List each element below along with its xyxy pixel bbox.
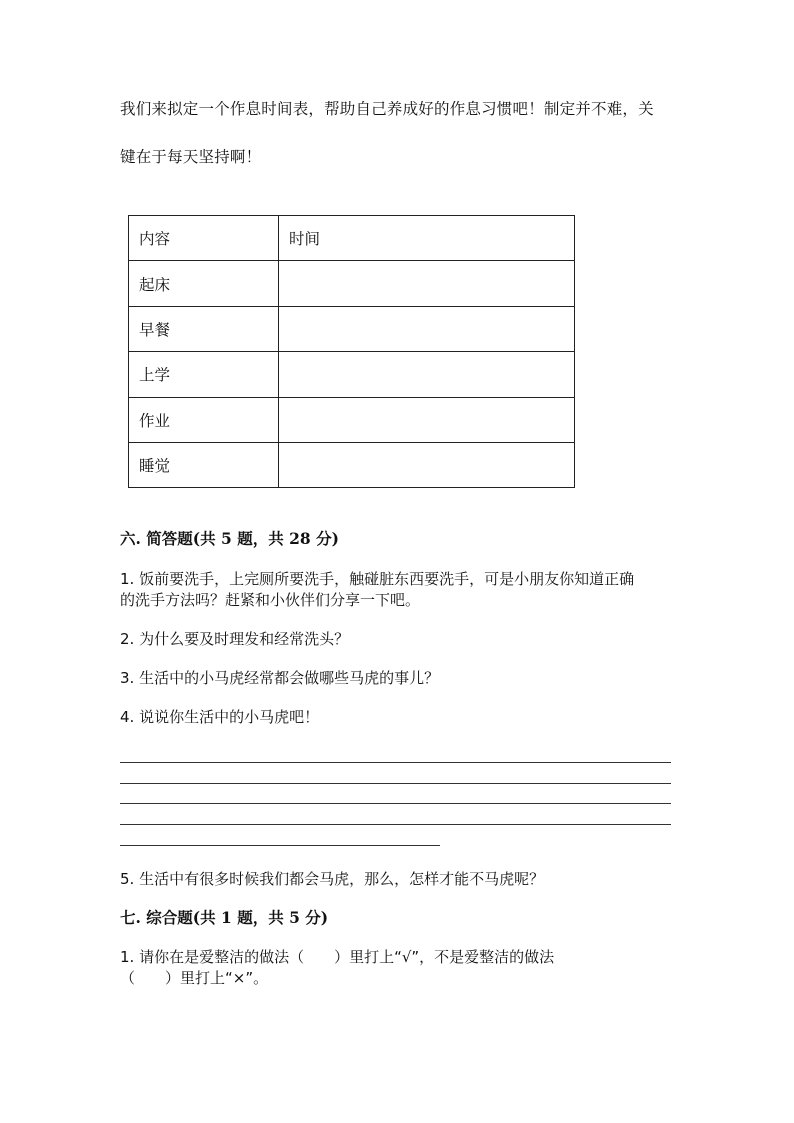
answer-line[interactable] <box>120 762 671 763</box>
schedule-table <box>128 215 575 488</box>
comprehensive-question-1-line-2: （ ）里打上“×”。 <box>120 969 269 987</box>
row-time-cell[interactable] <box>279 306 575 351</box>
answer-line[interactable] <box>120 824 671 825</box>
section-7-heading: 七. 综合题(共 1 题，共 5 分) <box>120 908 329 927</box>
row-item-label: 睡觉 <box>129 442 279 487</box>
section-6-heading: 六. 简答题(共 5 题，共 28 分) <box>120 529 339 548</box>
row-item-label: 上学 <box>129 352 279 397</box>
row-time-cell[interactable] <box>279 442 575 487</box>
question-1-line-2: 的洗手方法吗？赶紧和小伙伴们分享一下吧。 <box>120 591 421 609</box>
table-row <box>129 306 575 351</box>
question-3: 3. 生活中的小马虎经常都会做哪些马虎的事儿？ <box>120 669 440 687</box>
row-time-cell[interactable] <box>279 397 575 442</box>
table-row <box>129 397 575 442</box>
answer-line[interactable] <box>120 803 671 804</box>
table-row <box>129 352 575 397</box>
question-2: 2. 为什么要及时理发和经常洗头？ <box>120 630 350 648</box>
question-5: 5. 生活中有很多时候我们都会马虎，那么，怎样才能不马虎呢？ <box>120 870 545 888</box>
table-row <box>129 261 575 306</box>
row-time-cell[interactable] <box>279 352 575 397</box>
row-time-cell[interactable] <box>279 261 575 306</box>
question-4: 4. 说说你生活中的小马虎吧！ <box>120 708 320 726</box>
header-cell-time: 时间 <box>279 216 575 261</box>
table-row <box>129 442 575 487</box>
row-item-label: 起床 <box>129 261 279 306</box>
table-header-row <box>129 216 575 261</box>
header-cell-content: 内容 <box>129 216 279 261</box>
question-1-line-1: 1. 饭前要洗手，上完厕所要洗手，触碰脏东西要洗手，可是小朋友你知道正确 <box>120 570 635 588</box>
intro-line-2: 键在于每天坚持啊！ <box>120 148 262 166</box>
intro-line-1: 我们来拟定一个作息时间表，帮助自己养成好的作息习惯吧！制定并不难，关 <box>120 100 654 118</box>
comprehensive-question-1-line-1: 1. 请你在是爱整洁的做法（ ）里打上“√”，不是爱整洁的做法 <box>120 948 555 966</box>
answer-line[interactable] <box>120 783 671 784</box>
answer-line[interactable] <box>120 845 440 846</box>
row-item-label: 作业 <box>129 397 279 442</box>
row-item-label: 早餐 <box>129 306 279 351</box>
